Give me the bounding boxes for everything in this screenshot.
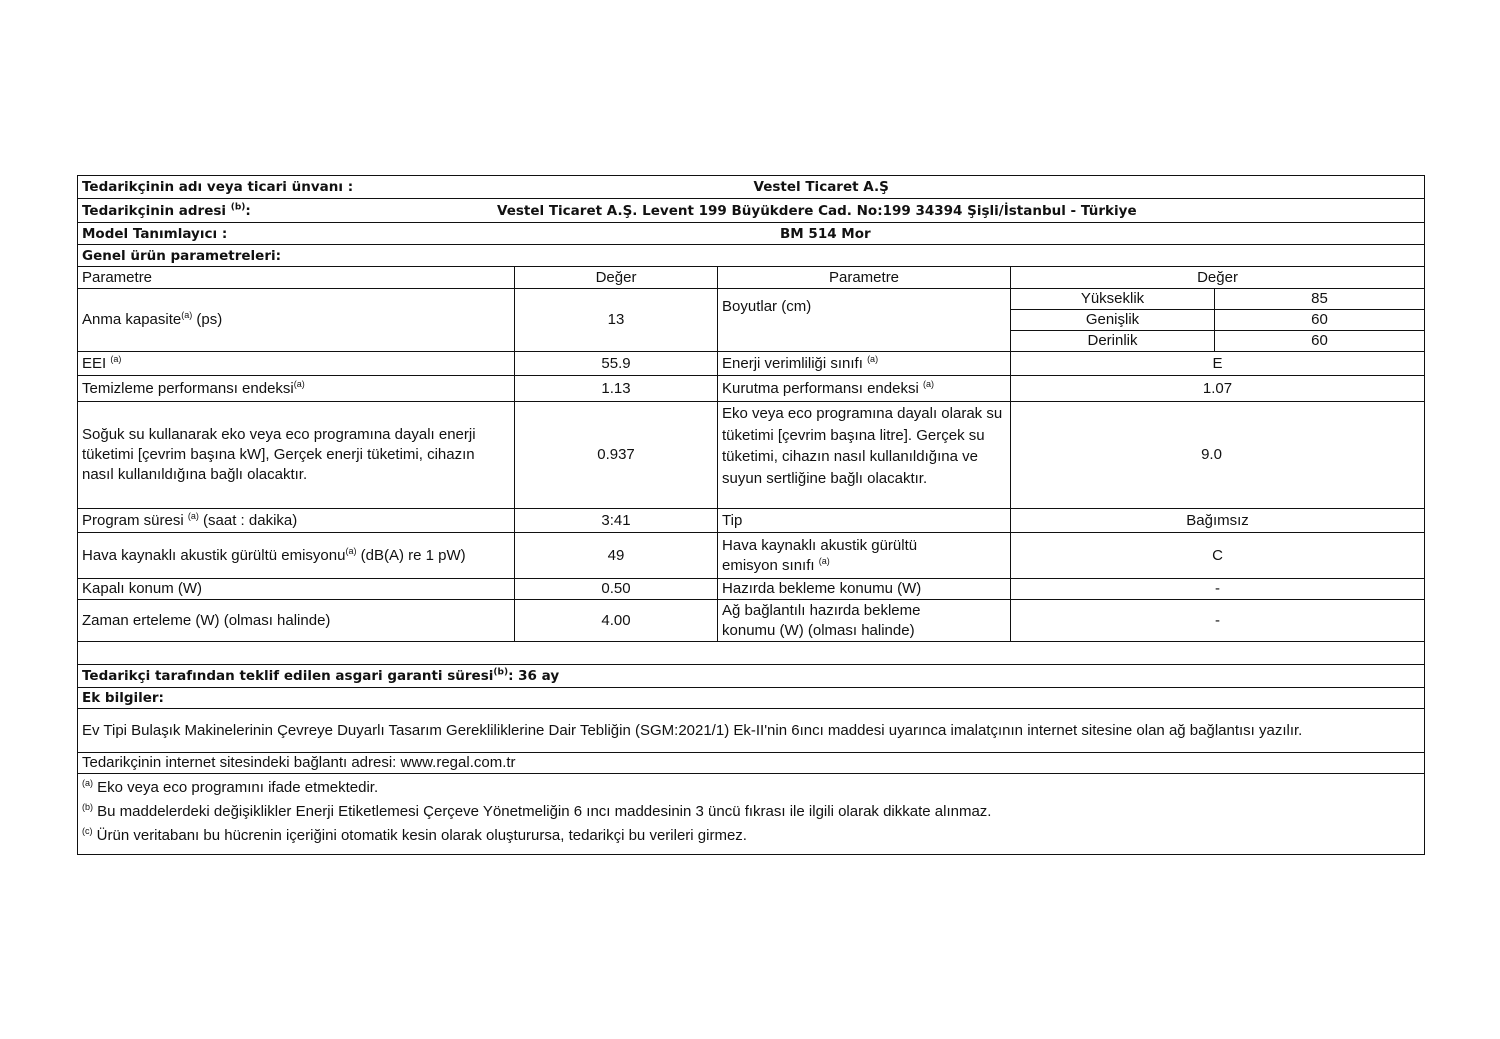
product-info-sheet <box>77 175 1424 855</box>
additional-info-label: Ek bilgiler: <box>78 688 1425 709</box>
height-value: 85 <box>1215 289 1425 310</box>
col-header-parameter-2: Parametre <box>718 267 1011 289</box>
supplier-address-label: Tedarikçinin adresi $^{(b)}$: <box>82 202 251 219</box>
water-consumption-label: Eko veya eco programına dayalı olarak su tüketimi [çevrim başına litre]. Gerçek su tüketimi, cihazın nasıl kullanıldığına ve suyun sertliğine bağlı olacaktır. <box>718 402 1011 509</box>
standby-value: - <box>1011 579 1425 600</box>
supplier-link-row <box>78 753 1425 774</box>
column-header-row <box>78 267 1425 289</box>
dimensions-label: Boyutlar (cm) <box>718 289 1011 352</box>
spacer-row <box>78 642 1425 665</box>
table-row <box>78 533 1425 579</box>
col-header-parameter: Parametre <box>78 267 515 289</box>
supplier-name-label: Tedarikçinin adı veya ticari ünvanı : <box>78 176 718 199</box>
water-consumption-value: 9.0 <box>1011 402 1425 509</box>
eei-label: EEI $^{(a)}$ <box>78 352 515 376</box>
product-info-table <box>77 175 1425 855</box>
table-row <box>78 600 1425 642</box>
noise-class-label: Hava kaynaklı akustik gürültü emisyon sınıfı $^{(a)}$ <box>718 533 1011 579</box>
table-row <box>78 579 1425 600</box>
noise-class-value: C <box>1011 533 1425 579</box>
delay-start-label: Zaman erteleme (W) (olması halinde) <box>78 600 515 642</box>
depth-value: 60 <box>1215 331 1425 352</box>
cleaning-value: 1.13 <box>515 376 718 402</box>
noise-value: 49 <box>515 533 718 579</box>
footnotes-row <box>78 774 1425 855</box>
drying-value: 1.07 <box>1011 376 1425 402</box>
col-header-value: Değer <box>515 267 718 289</box>
additional-info-text-row <box>78 709 1425 753</box>
off-mode-label: Kapalı konum (W) <box>78 579 515 600</box>
warranty-label: Tedarikçi tarafından teklif edilen asgari garanti süresi$^{(b)}$: 36 ay <box>78 665 1425 688</box>
program-duration-label: Program süresi $^{(a)}$ (saat : dakika) <box>78 509 515 533</box>
type-label: Tip <box>718 509 1011 533</box>
off-mode-value: 0.50 <box>515 579 718 600</box>
depth-label: Derinlik <box>1011 331 1215 352</box>
footnote-a: $^{(a)}$ Eko veya eco programını ifade etmektedir. <box>82 778 379 796</box>
footnote-b: $^{(b)}$ Bu maddelerdeki değişiklikler Enerji Etiketlemesi Çerçeve Yönetmeliğin 6 ıncı maddesinin 3 üncü fıkrası ile ilgili olarak dikkate alınmaz. <box>82 802 992 820</box>
model-identifier: BM 514 Mor <box>780 226 871 242</box>
width-value: 60 <box>1215 310 1425 331</box>
supplier-link-text: Tedarikçinin internet sitesindeki bağlantı adresi: www.regal.com.tr <box>78 753 1425 774</box>
model-label: Model Tanımlayıcı : <box>82 225 228 242</box>
supplier-name: Vestel Ticaret A.Ş <box>753 179 889 195</box>
cleaning-label: Temizleme performansı endeksi$^{(a)}$ <box>78 376 515 402</box>
energy-consumption-value: 0.937 <box>515 402 718 509</box>
networked-standby-label: Ağ bağlantılı hazırda bekleme konumu (W) (olması halinde) <box>718 600 1011 642</box>
general-params-row <box>78 245 1425 267</box>
model-row <box>78 223 1425 245</box>
supplier-address: Vestel Ticaret A.Ş. Levent 199 Büyükdere Cad. No:199 34394 Şişli/İstanbul - Türkiye <box>497 203 1137 219</box>
footnotes <box>78 774 1425 855</box>
capacity-label: Anma kapasite$^{(a)}$ (ps) <box>78 289 515 352</box>
table-row <box>78 352 1425 376</box>
energy-consumption-label: Soğuk su kullanarak eko veya eco programına dayalı enerji tüketimi [çevrim başına kW], Gerçek enerji tüketimi, cihazın nasıl kullanıldığına bağlı olacaktır. <box>78 402 515 509</box>
noise-label: Hava kaynaklı akustik gürültü emisyonu$^{(a)}$ (dB(A) re 1 pW) <box>78 533 515 579</box>
footnote-c: $^{(c)}$ Ürün veritabanı bu hücrenin içeriğini otomatik kesin olarak oluşturursa, tedarikçi bu verileri girmez. <box>82 826 747 844</box>
networked-standby-value: - <box>1011 600 1425 642</box>
additional-info-text: Ev Tipi Bulaşık Makinelerinin Çevreye Duyarlı Tasarım Gerekliliklerine Dair Tebliğin (SGM:2021/1) Ek-II'nin 6ıncı maddesi uyarınca imalatçının internet sitesine olan ağ bağlantısı yazılır. <box>78 709 1425 753</box>
drying-label: Kurutma performansı endeksi $^{(a)}$ <box>718 376 1011 402</box>
table-row <box>78 376 1425 402</box>
width-label: Genişlik <box>1011 310 1215 331</box>
table-row <box>78 509 1425 533</box>
table-row <box>78 402 1425 509</box>
capacity-value: 13 <box>515 289 718 352</box>
warranty-row <box>78 665 1425 688</box>
eei-value: 55.9 <box>515 352 718 376</box>
supplier-name-row <box>78 176 1425 199</box>
table-row <box>78 289 1425 310</box>
general-params-label: Genel ürün parametreleri: <box>78 245 1425 267</box>
height-label: Yükseklik <box>1011 289 1215 310</box>
energy-class-label: Enerji verimliliği sınıfı $^{(a)}$ <box>718 352 1011 376</box>
col-header-value-2: Değer <box>1011 267 1425 289</box>
supplier-address-row <box>78 199 1425 223</box>
program-duration-value: 3:41 <box>515 509 718 533</box>
additional-info-row <box>78 688 1425 709</box>
standby-label: Hazırda bekleme konumu (W) <box>718 579 1011 600</box>
type-value: Bağımsız <box>1011 509 1425 533</box>
delay-start-value: 4.00 <box>515 600 718 642</box>
energy-class-value: E <box>1011 352 1425 376</box>
